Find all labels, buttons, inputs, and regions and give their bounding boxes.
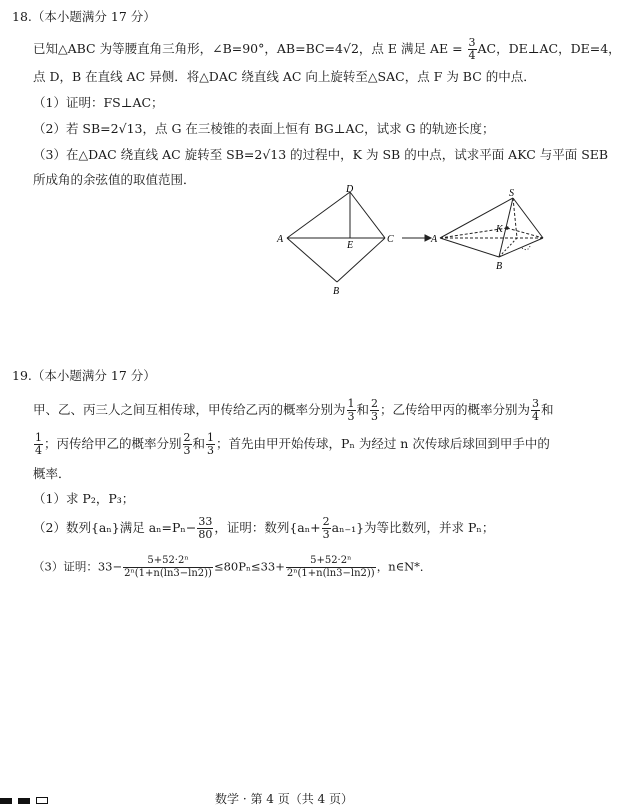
- frac-1-4: $\frac{1}{4}$: [35, 431, 42, 457]
- label-A: A: [277, 234, 284, 245]
- label-S: S: [509, 188, 514, 199]
- q18-line1: 已知△ABC 为等腰直角三角形，∠B=90°，AB=BC=4√2，点 E 满足 AE = $\frac{3}{4}$ AC，DE⊥AC，DE=4，: [33, 36, 621, 62]
- label-C: C: [387, 234, 394, 245]
- frac-upper-bound: $\frac{\text{5+52·2ⁿ}}{\text{2ⁿ(1+n(ln3−ln2))}}$: [286, 555, 375, 579]
- q18-part3-line1: （3）在△DAC 绕直线 AC 旋转至 SB=2√13 的过程中，K 为 SB 的中点，试求平面 AKC 与平面 SEB: [33, 147, 609, 162]
- q18-part2: （2）若 SB=2√13，点 G 在三棱锥的表面上恒有 BG⊥AC，试求 G 的轨迹长度；: [33, 121, 495, 136]
- left-diagram: [287, 192, 385, 282]
- q18-number: 18.: [12, 9, 32, 24]
- page-footer: 数学 · 第 4 页（共 4 页）: [215, 792, 353, 806]
- q19-heading: [12, 368, 156, 384]
- frac-2-3c: $\frac{2}{3}$: [322, 515, 330, 541]
- arrow-icon: [402, 235, 431, 241]
- q19-line1: 甲、乙、丙三人之间互相传球，甲传给乙丙的概率分别为 $\frac{1}{3}$ 和 $\frac{2}{3}$ ；乙传给甲丙的概率分别为 $\frac{3}{4}$ 和: [33, 397, 554, 423]
- frac-2-3b: $\frac{2}{3}$: [183, 431, 191, 457]
- q18-score: （本小题满分 17 分）: [31, 9, 156, 24]
- right-diagram: [440, 198, 543, 257]
- label-D: D: [346, 184, 354, 195]
- q19-line3: 概率．: [33, 466, 71, 481]
- label-B: B: [333, 286, 340, 297]
- q18-part1: （1）证明：FS⊥AC；: [33, 95, 164, 110]
- frac-1-3b: $\frac{1}{3}$: [207, 431, 215, 457]
- q19-line2: $\frac{1}{4}$ ；丙传给甲乙的概率分别 $\frac{2}{3}$ 和 $\frac{1}{3}$ ；首先由甲开始传球，Pₙ 为经过 n 次传球后球回到甲手中的: [35, 431, 550, 457]
- q19-part1: （1）求 P₂，P₃；: [33, 491, 135, 506]
- q18-figure: [0, 182, 568, 302]
- q18-line2: 点 D，B 在直线 AC 异侧．将△DAC 绕直线 AC 向上旋转至△SAC，点 F 为 BC 的中点．: [33, 69, 536, 84]
- q19-score: （本小题满分 17 分）: [31, 368, 156, 383]
- label-K: K: [496, 224, 503, 235]
- q18-part3-line2: 所成角的余弦值的取值范围．: [33, 172, 196, 187]
- q19-part3: （3）证明：33− $\frac{\text{5+52·2ⁿ}}{\text{2ⁿ(1+n(ln3−ln2))}}$ ≤80Pₙ≤33+ $\frac{\text{5+52·2ⁿ}}{\text{2ⁿ(1+n(ln3−ln2))}}$ ，n∈N*．: [33, 555, 432, 579]
- label-B2: B: [496, 261, 503, 272]
- q19-number: 19.: [12, 368, 32, 383]
- label-A2: A: [431, 234, 438, 245]
- frac-2-3: $\frac{2}{3}$: [371, 397, 379, 423]
- q19-part2: （2）数列{aₙ}满足 aₙ=Pₙ− $\frac{33}{80}$ ，证明：数列{aₙ+ $\frac{2}{3}$ aₙ₋₁}为等比数列，并求 Pₙ；: [33, 515, 495, 541]
- frac-3-4: $\frac{3}{4}$: [532, 397, 540, 423]
- q18-heading: [12, 9, 156, 25]
- frac-1-3: $\frac{1}{3}$: [347, 397, 355, 423]
- q18-frac-3-4: $\frac{3}{4}$: [468, 36, 476, 62]
- label-E: E: [347, 240, 354, 251]
- frac-33-80: $\frac{33}{80}$: [198, 515, 213, 541]
- frac-lower-bound: $\frac{\text{5+52·2ⁿ}}{\text{2ⁿ(1+n(ln3−ln2))}}$: [124, 555, 212, 579]
